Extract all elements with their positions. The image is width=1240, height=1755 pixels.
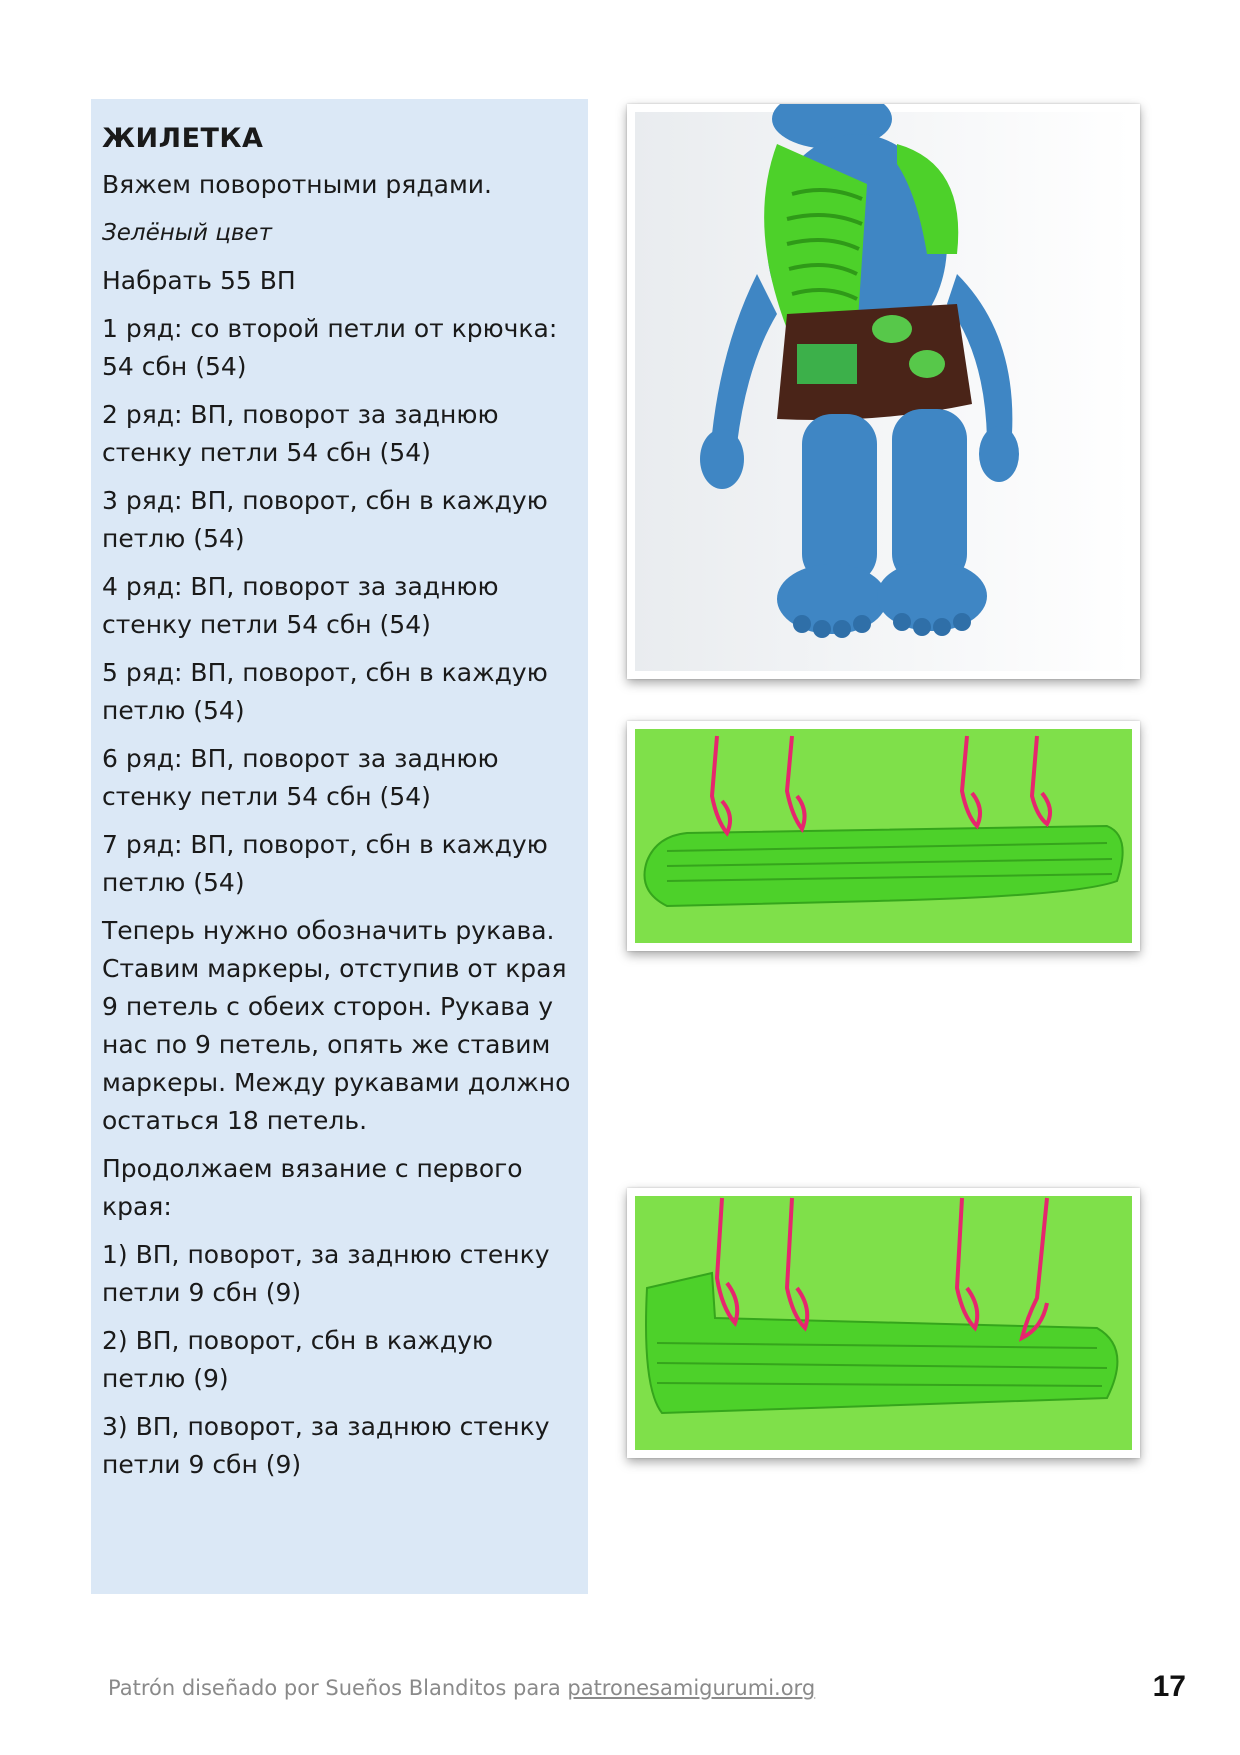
instruction-line: Набрать 55 ВП xyxy=(102,266,296,295)
strip-illustration xyxy=(627,721,1140,951)
instructions-panel xyxy=(91,99,588,1594)
doll-photo xyxy=(627,104,1140,679)
doll-illustration xyxy=(627,104,1140,679)
page-number: 17 xyxy=(1152,1670,1186,1703)
instruction-line: 6 ряд: ВП, поворот за заднюю стенку петли 54 сбн (54) xyxy=(102,744,499,811)
instruction-line: 3 ряд: ВП, поворот, сбн в каждую петлю (54) xyxy=(102,486,548,553)
footer-text: Patrón diseñado por Sueños Blanditos para xyxy=(108,1676,568,1700)
instruction-line: Зелёный цвет xyxy=(102,220,272,246)
instruction-line: 7 ряд: ВП, поворот, сбн в каждую петлю (54) xyxy=(102,830,548,897)
instructions-content xyxy=(102,123,582,1494)
instruction-line: Теперь нужно обозначить рукава. Ставим маркеры, отступив от края 9 петель с обеих сторон. Рукава у нас по 9 петель, опять же ставим маркеры. Между рукавами должно остаться 18 петель. xyxy=(102,916,571,1135)
instruction-line: 5 ряд: ВП, поворот, сбн в каждую петлю (54) xyxy=(102,658,548,725)
instruction-line: 2) ВП, поворот, сбн в каждую петлю (9) xyxy=(102,1326,493,1393)
instruction-line: 3) ВП, поворот, за заднюю стенку петли 9 сбн (9) xyxy=(102,1412,550,1479)
footer-link[interactable]: patronesamigurumi.org xyxy=(567,1676,816,1700)
vest-sleeve-photo xyxy=(627,1188,1140,1458)
instruction-line: Продолжаем вязание с первого края: xyxy=(102,1154,523,1221)
instruction-line: 2 ряд: ВП, поворот за заднюю стенку петли 54 сбн (54) xyxy=(102,400,499,467)
instruction-line: Вяжем поворотными рядами. xyxy=(102,170,493,199)
section-title: ЖИЛЕТКА xyxy=(102,123,264,154)
instruction-line: 1 ряд: со второй петли от крючка: 54 сбн (54) xyxy=(102,314,558,381)
sleeve-illustration xyxy=(627,1188,1140,1458)
instruction-list xyxy=(102,166,582,1484)
instruction-line: 1) ВП, поворот, за заднюю стенку петли 9 сбн (9) xyxy=(102,1240,550,1307)
footer-credit xyxy=(108,1676,815,1700)
vest-strip-photo xyxy=(627,721,1140,951)
instruction-line: 4 ряд: ВП, поворот за заднюю стенку петли 54 сбн (54) xyxy=(102,572,499,639)
